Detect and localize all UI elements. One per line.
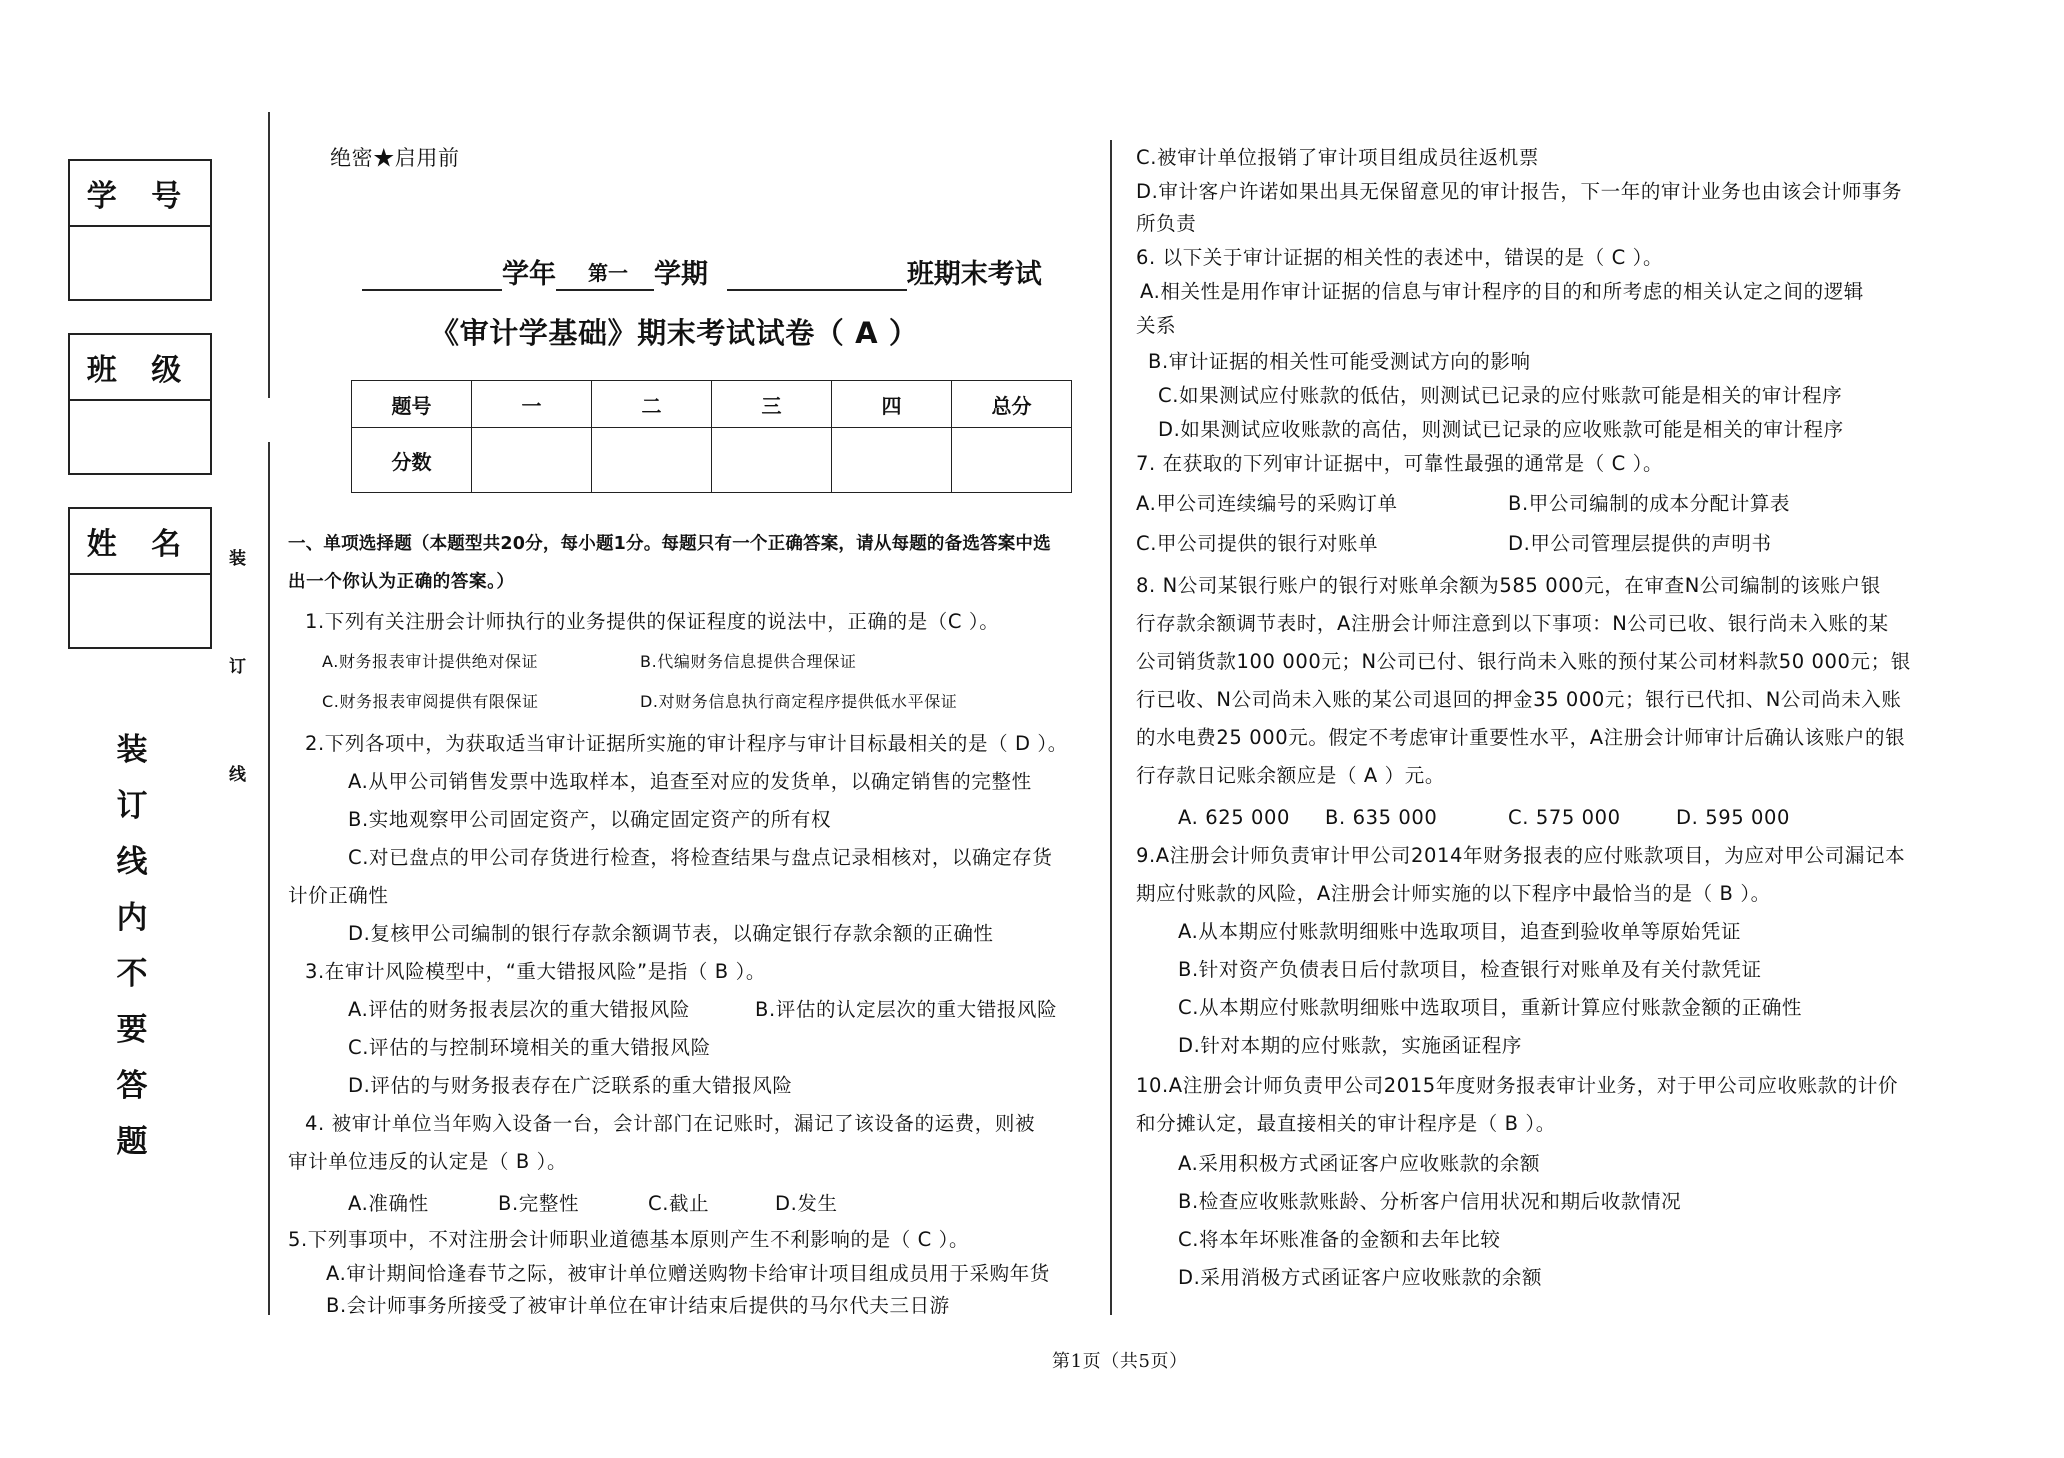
question-8-line4: 行已收、N公司尚未入账的某公司退回的押金35 000元；银行已代扣、N公司尚未入账: [1136, 688, 1902, 711]
q7-option-b: B.甲公司编制的成本分配计算表: [1508, 492, 1791, 515]
binding-notice-char: 答: [116, 1068, 148, 1104]
year-blank: [362, 263, 502, 291]
binding-notice-char: 不: [116, 956, 148, 992]
q5-option-d-cont: 所负责: [1136, 212, 1197, 235]
question-3: 3.在审计风险模型中，“重大错报风险”是指（ B ）。: [305, 960, 767, 983]
q3-option-c: C.评估的与控制环境相关的重大错报风险: [348, 1036, 711, 1059]
q5-option-c: C.被审计单位报销了审计项目组成员往返机票: [1136, 146, 1539, 169]
q9-option-b: B.针对资产负债表日后付款项目，检查银行对账单及有关付款凭证: [1178, 958, 1762, 981]
question-7: 7. 在获取的下列审计证据中，可靠性最强的通常是（ C ）。: [1136, 452, 1664, 475]
exam-title: 《审计学基础》期末考试试卷（ A ）: [430, 316, 919, 350]
q5-option-a: A.审计期间恰逢春节之际，被审计单位赠送购物卡给审计项目组成员用于采购年货: [326, 1262, 1050, 1285]
q2-option-d: D.复核甲公司编制的银行存款余额调节表，以确定银行存款余额的正确性: [348, 922, 994, 945]
q1-option-b: B.代编财务信息提供合理保证: [640, 652, 857, 671]
binding-notice-char: 要: [116, 1012, 148, 1048]
q2-option-b: B.实地观察甲公司固定资产，以确定固定资产的所有权: [348, 808, 832, 831]
q1-option-c: C.财务报表审阅提供有限保证: [322, 692, 539, 711]
binding-mark: 线: [229, 765, 246, 785]
binding-notice-char: 题: [116, 1124, 148, 1160]
name-box: [68, 507, 212, 649]
secret-mark: 绝密★启用前: [330, 146, 460, 170]
binding-line-lower: [268, 442, 270, 1315]
binding-notice: [115, 722, 149, 1170]
question-8: 8. N公司某银行账户的银行对账单余额为585 000元，在审查N公司编制的该账户银: [1136, 574, 1881, 597]
q10-option-a: A.采用积极方式函证客户应收账款的余额: [1178, 1152, 1541, 1175]
question-8-line5: 的水电费25 000元。假定不考虑审计重要性水平，A注册会计师审计后确认该账户的银: [1136, 726, 1906, 749]
student-id-label: 学 号: [70, 161, 210, 227]
question-10: 10.A注册会计师负责甲公司2015年度财务报表审计业务，对于甲公司应收账款的计价: [1136, 1074, 1899, 1097]
q9-option-a: A.从本期应付账款明细账中选取项目，追查到验收单等原始凭证: [1178, 920, 1742, 943]
binding-notice-char: 装: [116, 732, 148, 768]
score-row-label: 分数: [352, 428, 472, 493]
q6-option-a: A.相关性是用作审计证据的信息与审计程序的目的和所考虑的相关认定之间的逻辑: [1140, 280, 1864, 303]
question-4: 4. 被审计单位当年购入设备一台，会计部门在记账时，漏记了该设备的运费，则被: [305, 1112, 1036, 1135]
class-blank: [727, 263, 907, 291]
q4-option-a: A.准确性: [348, 1192, 429, 1215]
column-divider: [1110, 140, 1112, 1315]
q3-option-d: D.评估的与财务报表存在广泛联系的重大错报风险: [348, 1074, 793, 1097]
score-cell[interactable]: [952, 428, 1072, 493]
question-8-line6: 行存款日记账余额应是（ A ）元。: [1136, 764, 1445, 787]
question-8-line3: 公司销货款100 000元；N公司已付、银行尚未入账的预付某公司材料款50 000元；银: [1136, 650, 1911, 673]
class-box: [68, 333, 212, 475]
q5-option-b: B.会计师事务所接受了被审计单位在审计结束后提供的马尔代夫三日游: [326, 1294, 950, 1317]
q3-option-a: A.评估的财务报表层次的重大错报风险: [348, 998, 690, 1021]
question-9-cont: 期应付账款的风险，A注册会计师实施的以下程序中最恰当的是（ B ）。: [1136, 882, 1771, 905]
q5-option-d: D.审计客户许诺如果出具无保留意见的审计报告，下一年的审计业务也由该会计师事务: [1136, 180, 1903, 203]
name-label: 姓 名: [70, 509, 210, 575]
question-8-line2: 行存款余额调节表时，A注册会计师注意到以下事项：N公司已收、银行尚未入账的某: [1136, 612, 1889, 635]
score-header: 一: [472, 381, 592, 428]
score-cell[interactable]: [832, 428, 952, 493]
score-cell[interactable]: [712, 428, 832, 493]
question-6: 6. 以下关于审计证据的相关性的表述中，错误的是（ C ）。: [1136, 246, 1664, 269]
q7-option-c: C.甲公司提供的银行对账单: [1136, 532, 1379, 555]
question-2: 2.下列各项中，为获取适当审计证据所实施的审计程序与审计目标最相关的是（ D ）。: [305, 732, 1068, 755]
q4-option-b: B.完整性: [498, 1192, 580, 1215]
binding-line-upper: [268, 112, 270, 398]
score-table: [351, 380, 1072, 493]
q1-option-d: D.对财务信息执行商定程序提供低水平保证: [640, 692, 958, 711]
question-9: 9.A注册会计师负责审计甲公司2014年财务报表的应付账款项目，为应对甲公司漏记本: [1136, 844, 1906, 867]
q10-option-d: D.采用消极方式函证客户应收账款的余额: [1178, 1266, 1543, 1289]
semester-value: 第一: [588, 261, 628, 285]
q10-option-b: B.检查应收账款账龄、分析客户信用状况和期后收款情况: [1178, 1190, 1682, 1213]
q2-option-c: C.对已盘点的甲公司存货进行检查，将检查结果与盘点记录相核对，以确定存货: [348, 846, 1053, 869]
binding-notice-char: 内: [116, 900, 148, 936]
semester-blank: [556, 263, 654, 291]
score-header: 四: [832, 381, 952, 428]
q9-option-c: C.从本期应付账款明细账中选取项目，重新计算应付账款金额的正确性: [1178, 996, 1803, 1019]
q8-option-a: A. 625 000: [1178, 806, 1291, 829]
q7-option-a: A.甲公司连续编号的采购订单: [1136, 492, 1398, 515]
q9-option-d: D.针对本期的应付账款，实施函证程序: [1178, 1034, 1523, 1057]
question-4-cont: 审计单位违反的认定是（ B ）。: [288, 1150, 568, 1173]
q1-option-a: A.财务报表审计提供绝对保证: [322, 652, 539, 671]
score-cell[interactable]: [472, 428, 592, 493]
question-10-cont: 和分摊认定，最直接相关的审计程序是（ B ）。: [1136, 1112, 1556, 1135]
year-label: 学年: [502, 259, 556, 290]
q2-option-a: A.从甲公司销售发票中选取样本，追查至对应的发货单，以确定销售的完整性: [348, 770, 1032, 793]
score-header: 总分: [952, 381, 1072, 428]
score-header: 二: [592, 381, 712, 428]
term-label: 学期: [654, 259, 708, 290]
q6-option-c: C.如果测试应付账款的低估，则测试已记录的应付账款可能是相关的审计程序: [1158, 384, 1843, 407]
q4-option-c: C.截止: [648, 1192, 710, 1215]
score-cell[interactable]: [592, 428, 712, 493]
exam-line: [362, 252, 1042, 291]
q6-option-a-cont: 关系: [1136, 314, 1177, 337]
binding-mark: 订: [229, 657, 246, 677]
q8-option-b: B. 635 000: [1325, 806, 1438, 829]
score-header: 三: [712, 381, 832, 428]
class-exam-label: 班期末考试: [906, 259, 1042, 290]
section-heading-cont: 出一个你认为正确的答案。）: [288, 572, 515, 592]
q2-option-c-cont: 计价正确性: [288, 884, 389, 907]
binding-mark: 装: [229, 549, 246, 569]
q8-option-c: C. 575 000: [1508, 806, 1621, 829]
q8-option-d: D. 595 000: [1676, 806, 1791, 829]
question-1: 1.下列有关注册会计师执行的业务提供的保证程度的说法中，正确的是（C ）。: [305, 610, 1000, 633]
q7-option-d: D.甲公司管理层提供的声明书: [1508, 532, 1772, 555]
binding-notice-char: 线: [116, 844, 148, 880]
q6-option-b: B.审计证据的相关性可能受测试方向的影响: [1148, 350, 1531, 373]
q3-option-b: B.评估的认定层次的重大错报风险: [755, 998, 1058, 1021]
student-id-box: [68, 159, 212, 301]
page-footer: 第1页（共5页）: [1052, 1351, 1188, 1372]
class-label: 班 级: [70, 335, 210, 401]
q6-option-d: D.如果测试应收账款的高估，则测试已记录的应收账款可能是相关的审计程序: [1158, 418, 1844, 441]
q10-option-c: C.将本年坏账准备的金额和去年比较: [1178, 1228, 1501, 1251]
q4-option-d: D.发生: [775, 1192, 838, 1215]
question-5: 5.下列事项中，不对注册会计师职业道德基本原则产生不利影响的是（ C ）。: [288, 1228, 970, 1251]
section-heading: 一、单项选择题（本题型共20分，每小题1分。每题只有一个正确答案，请从每题的备选答案中选: [288, 534, 1051, 554]
score-header: 题号: [352, 381, 472, 428]
binding-notice-char: 订: [116, 788, 148, 824]
